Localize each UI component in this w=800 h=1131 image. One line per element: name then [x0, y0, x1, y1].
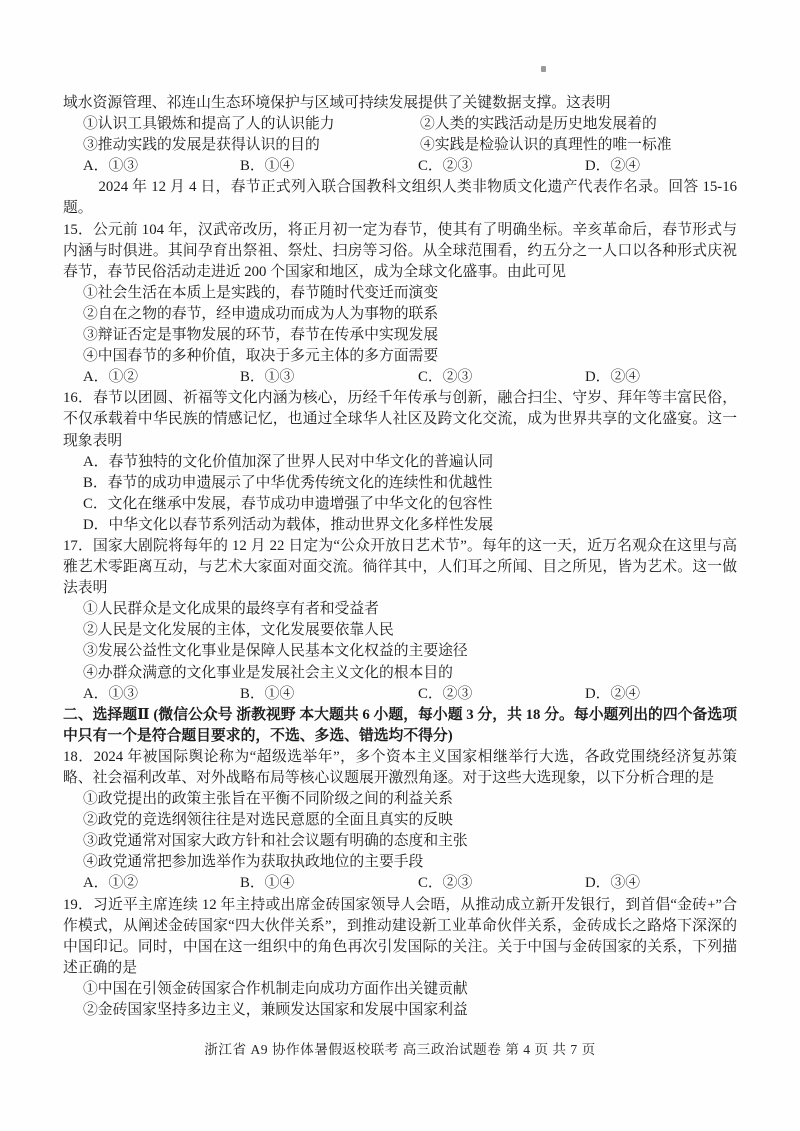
answer-choice-a: A．①②: [83, 369, 139, 386]
question-16-option-3: C．文化在继承中发展，春节成功申遗增强了中华文化的包容性: [83, 495, 493, 512]
scan-speck: [541, 66, 546, 72]
footer-text: 浙江省 A9 协作体暑假返校联考 高三政治试题卷 第 4 页 共 7 页: [204, 1042, 596, 1057]
question-14-option-pair-1-item-1: ①认识工具锻炼和提高了人的认识能力: [83, 116, 335, 133]
question-15-stem: 15．公元前 104 年，汉武帝改历，将正月初一定为春节，使其有了明确坐标。辛亥革命后，春节形式与内涵与时俱进。其间孕育出祭祖、祭灶、扫房等习俗。从全球范围看，约五分之一人口以各种形式庆祝春节，春节民俗活动走进近 200 个国家和地区，成为全球文化盛事。由此可见: [63, 221, 737, 280]
question-16-option-4: D．中华文化以春节系列活动为载体，推动世界文化多样性发展: [83, 516, 494, 533]
question-17-stem: 17．国家大剧院将每年的 12 月 22 日定为“公众开放日艺术节”。每年的这一天，近万名观众在这里与高雅艺术零距离互动，与艺术大家面对面交流。徜徉其中，人们耳之所闻、目之所见，皆为艺术。这一做法表明: [63, 537, 737, 597]
question-18-option-1: ①政党提出的政策主张旨在平衡不同阶级之间的利益关系: [83, 791, 453, 808]
question-18-answer-choices: [63, 873, 737, 894]
answer-choice-c: C．②③: [418, 158, 473, 175]
question-17-option-2: ②人民是文化发展的主体，文化发展要依靠人民: [83, 622, 394, 639]
question-14-answer-choices: [63, 156, 737, 177]
question-14-option-pair-1: [63, 114, 737, 135]
question-19-stem: 19．习近平主席连续 12 年主持或出席金砖国家领导人会晤，从推动成立新开发银行，到首倡“金砖+”合作模式，从阐述金砖国家“四大伙伴关系”，到推动建设新工业革命伙伴关系，金砖成长之路烙下深深的中国印记。同时，中国在这一组织中的角色再次引发国际的关注。关于中国与金砖国家的关系，下列描述正确的是: [63, 896, 737, 976]
answer-choice-a: A．①③: [83, 158, 139, 175]
answer-choice-d: D．②④: [585, 685, 641, 702]
page-footer: [0, 1038, 800, 1058]
question-18-stem: 18．2024 年被国际舆论称为“超级选举年”，多个资本主义国家相继举行大选，各政党围绕经济复苏策略、社会福利改革、对外战略布局等核心议题展开激烈角逐。对于这些大选现象，以下分析合理的是: [63, 748, 737, 786]
question-15-answer-choices: [63, 367, 737, 388]
answer-choice-d: D．②④: [585, 158, 641, 175]
question-16-stem: 16．春节以团圆、祈福等文化内涵为核心，历经千年传承与创新，融合扫尘、守岁、拜年等丰富民俗，不仅承载着中华民族的情感记忆，也通过全球华人社区及跨文化交流，成为世界共享的文化盛宴。这一现象表明: [63, 390, 737, 449]
question-17-option-4: ④办群众满意的文化事业是发展社会主义文化的根本目的: [83, 664, 453, 681]
answer-choice-a: A．①③: [83, 685, 139, 702]
question-15-option-4: ④中国春节的多种价值，取决于多元主体的多方面需要: [83, 348, 439, 365]
answer-choice-b: B．①④: [240, 875, 295, 892]
question-16-option-1: A．春节独特的文化价值加深了世界人民对中华文化的普遍认同: [83, 453, 494, 470]
question-18-option-2: ②政党的竞选纲领往往是对选民意愿的全面且真实的反映: [83, 812, 453, 829]
question-18-option-3: ③政党通常对国家大政方针和社会议题有明确的态度和主张: [83, 833, 468, 850]
question-15-option-2: ②自在之物的春节，经申遗成功而成为人为事物的联系: [83, 305, 439, 322]
answer-choice-a: A．①②: [83, 875, 139, 892]
question-16-option-2: B．春节的成功申遗展示了中华优秀传统文化的连续性和优越性: [83, 474, 493, 491]
answer-choice-d: D．②④: [585, 369, 641, 386]
answer-choice-c: C．②③: [418, 685, 473, 702]
answer-choice-d: D．③④: [585, 875, 641, 892]
section-2-heading: 二、选择题Ⅱ (微信公众号 浙教视野 本大题共 6 小题，每小题 3 分，共 18 分。每小题列出的四个备选项中只有一个是符合题目要求的，不选、多选、错选均不得分): [63, 706, 737, 744]
question-14-continuation: 域水资源管理、祁连山生态环境保护与区域可持续发展提供了关键数据支撑。这表明: [63, 95, 611, 111]
page-content: [63, 93, 737, 1021]
question-14-option-pair-1-item-2: ②人类的实践活动是历史地发展着的: [420, 116, 657, 133]
answer-choice-b: B．①③: [240, 369, 295, 386]
question-18-option-4: ④政党通常把参加选举作为获取执政地位的主要手段: [83, 854, 424, 871]
reading-intro-15-16: 2024 年 12 月 4 日，春节正式列入联合国教科文组织人类非物质文化遗产代表作名录。回答 15-16 题。: [63, 179, 737, 217]
answer-choice-b: B．①④: [240, 685, 295, 702]
question-19-option-1: ①中国在引领金砖国家合作机制走向成功方面作出关键贡献: [83, 980, 468, 997]
question-19-option-2: ②金砖国家坚持多边主义，兼顾发达国家和发展中国家利益: [83, 1002, 468, 1019]
question-17-option-1: ①人民群众是文化成果的最终享有者和受益者: [83, 601, 379, 618]
question-14-option-pair-2: [63, 135, 737, 156]
question-14-option-pair-2-item-2: ④实践是检验认识的真理性的唯一标准: [420, 137, 672, 154]
answer-choice-b: B．①④: [240, 158, 295, 175]
answer-choice-c: C．②③: [418, 875, 473, 892]
answer-choice-c: C．②③: [418, 369, 473, 386]
question-17-option-3: ③发展公益性文化事业是保障人民基本文化权益的主要途径: [83, 643, 468, 660]
question-15-option-1: ①社会生活在本质上是实践的，春节随时代变迁而演变: [83, 284, 439, 301]
question-17-answer-choices: [63, 684, 737, 705]
question-15-option-3: ③辩证否定是事物发展的环节，春节在传承中实现发展: [83, 327, 439, 344]
question-14-option-pair-2-item-1: ③推动实践的发展是获得认识的目的: [83, 137, 320, 154]
